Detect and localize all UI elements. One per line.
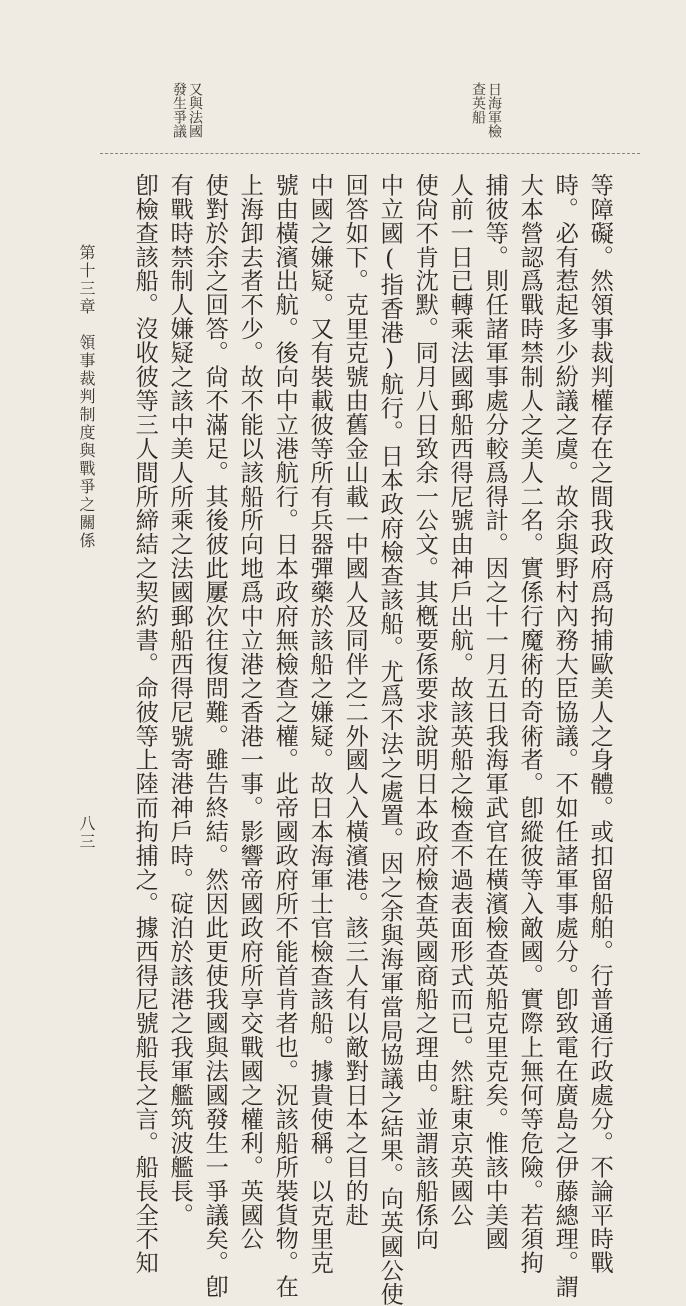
margin-note-france-dispute-2 [172, 82, 186, 138]
body-column-11: 上海卸去者不少。故不能以該船所向地爲中立港之香港一事。影響帝國政府所享交戰國之權利。英國公 [236, 173, 264, 1251]
body-column-5: 人前一日已轉乘法國郵船西得尼號由神戶出航。故該英船之檢查不過表面形式而已。然駐東京英國公 [446, 173, 474, 1227]
body-column-2: 時。必有惹起多少紛議之虞。故余與野村內務大臣協議。不如任諸軍事處分。卽致電在廣島之伊藤總理。謂 [551, 173, 579, 1299]
body-column-3: 大本營認爲戰時禁制人之美人二名。實係行魔術的奇術者。卽縱彼等入敵國。實際上無何等危險。若須拘 [516, 173, 544, 1275]
body-column-14: 卽檢查該船。沒收彼等三人間所締結之契約書。命彼等上陸而拘捕之。據西得尼號船長之言。船長全不知 [131, 173, 159, 1275]
page-number: 八三 [77, 815, 96, 851]
margin-note-france-dispute [188, 82, 202, 138]
margin-note-line: 又與法國 [187, 82, 203, 138]
body-column-8: 回答如下。克里克號由舊金山載一中國人及同伴之二外國人入橫濱港。該三人有以敵對日本之目的赴 [341, 173, 369, 1227]
body-column-4: 捕彼等。則任諸軍事處分較爲得計。因之十一月五日我海軍武官在橫濱檢查英船克里克矣。惟該中美國 [481, 173, 509, 1251]
margin-note-japan-navy-inspection [487, 82, 501, 138]
chapter-running-title: 第十三章 領事裁判制度與戰爭之關係 [77, 244, 96, 550]
header-divider [100, 153, 640, 154]
margin-note-japan-navy-inspection-2 [471, 82, 485, 124]
margin-note-line: 日海軍檢 [486, 82, 502, 138]
body-column-7: 中立國(指香港)航行。日本政府檢查該船。尤爲不法之處置。因之余與海軍當局協議之結果。向英國公使 [376, 173, 404, 1306]
body-column-12: 使對於余之回答。尙不滿足。其後彼此屢次往復問難。雖告終結。然因此更使我國與法國發生一爭議矣。卽 [201, 173, 229, 1299]
body-column-13: 有戰時禁制人嫌疑之該中美人所乘之法國郵船西得尼號寄港神戶時。碇泊於該港之我軍艦筑波艦長。 [166, 173, 194, 1227]
body-column-1: 等障礙。然領事裁判權存在之間我政府爲拘捕歐美人之身體。或扣留船舶。行普通行政處分。不論平時戰 [586, 173, 614, 1275]
body-column-10: 號由橫濱出航。後向中立港航行。日本政府無檢查之權。此帝國政府所不能首肯者也。況該船所裝貨物。在 [271, 173, 299, 1299]
body-column-9: 中國之嫌疑。又有裝載彼等所有兵器彈藥於該船之嫌疑。故日本海軍士官檢查該船。據貴使稱。以克里克 [306, 173, 334, 1275]
margin-note-line: 查英船 [470, 82, 486, 124]
margin-note-line: 發生爭議 [171, 82, 187, 138]
body-column-6: 使尙不肯沈默。同月八日致余一公文。其槪要係要求說明日本政府檢查英國商船之理由。並謂該船係向 [411, 173, 439, 1251]
